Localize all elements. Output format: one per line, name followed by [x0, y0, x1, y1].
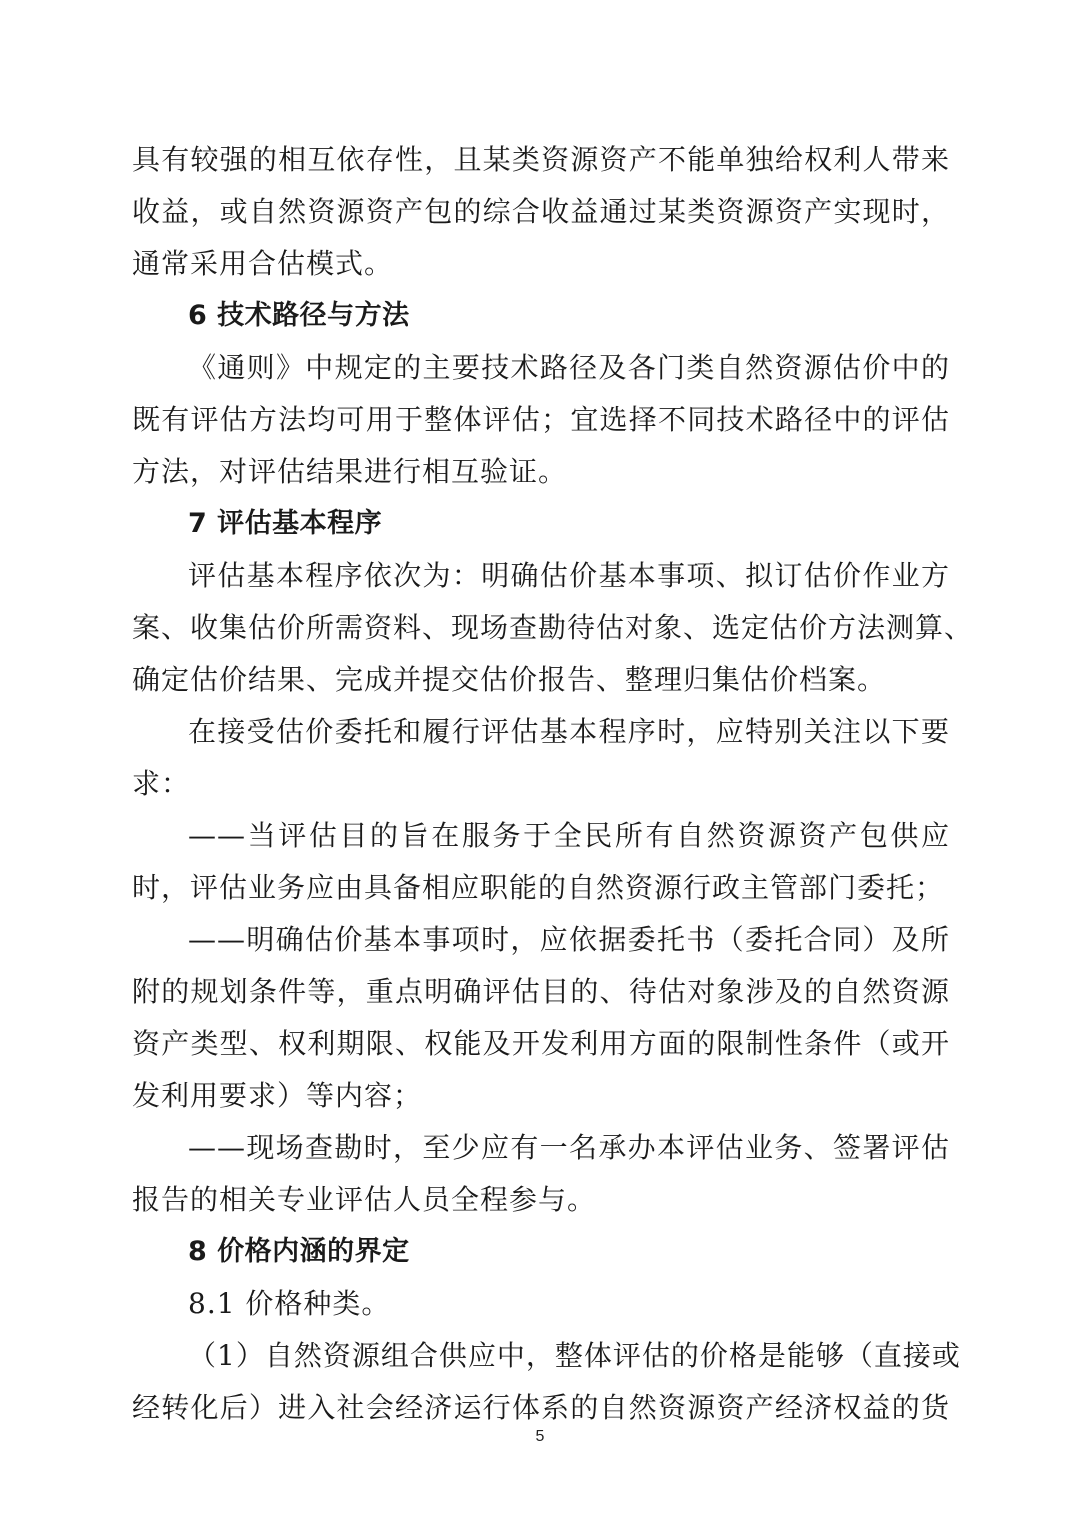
- paragraph-line: 确定估价结果、完成并提交估价报告、整理归集估价档案。: [132, 663, 887, 696]
- paragraph-line: 附的规划条件等，重点明确评估目的、待估对象涉及的自然资源: [132, 975, 950, 1008]
- paragraph-line: 时，评估业务应由具备相应职能的自然资源行政主管部门委托；: [132, 871, 945, 904]
- paragraph-line: 求：: [132, 767, 191, 800]
- paragraph-line: 报告的相关专业评估人员全程参与。: [132, 1183, 597, 1216]
- paragraph-line: 具有较强的相互依存性，且某类资源资产不能单独给权利人带来: [132, 143, 950, 176]
- paragraph-line: 案、收集估价所需资料、现场查勘待估对象、选定估价方法测算、: [132, 611, 974, 644]
- paragraph-line: 经转化后）进入社会经济运行体系的自然资源资产经济权益的货: [132, 1391, 950, 1424]
- section-heading-6: 6 技术路径与方法: [188, 300, 410, 331]
- paragraph-line: 发利用要求）等内容；: [132, 1079, 423, 1112]
- subsection-heading-8-1: 8.1 价格种类。: [188, 1287, 391, 1320]
- section-heading-8: 8 价格内涵的界定: [188, 1236, 410, 1267]
- paragraph-line: 《通则》中规定的主要技术路径及各门类自然资源估价中的: [188, 351, 950, 384]
- document-body: [132, 134, 974, 1434]
- paragraph-line: ——当评估目的旨在服务于全民所有自然资源资产包供应: [188, 819, 950, 852]
- paragraph-line: （1）自然资源组合供应中，整体评估的价格是能够（直接或: [188, 1339, 961, 1372]
- paragraph-line: 通常采用合估模式。: [132, 247, 394, 280]
- paragraph-line: 既有评估方法均可用于整体评估；宜选择不同技术路径中的评估: [132, 403, 950, 436]
- paragraph-line: 收益，或自然资源资产包的综合收益通过某类资源资产实现时，: [132, 195, 950, 228]
- paragraph-line: 方法，对评估结果进行相互验证。: [132, 455, 568, 488]
- section-heading-7: 7 评估基本程序: [188, 508, 383, 539]
- paragraph-line: ——现场查勘时，至少应有一名承办本评估业务、签署评估: [188, 1131, 950, 1164]
- paragraph-line: 在接受估价委托和履行评估基本程序时，应特别关注以下要: [188, 715, 950, 748]
- paragraph-line: 资产类型、权利期限、权能及开发利用方面的限制性条件（或开: [132, 1027, 950, 1060]
- paragraph-line: 评估基本程序依次为：明确估价基本事项、拟订估价作业方: [188, 559, 950, 592]
- paragraph-line: ——明确估价基本事项时，应依据委托书（委托合同）及所: [188, 923, 950, 956]
- page-number: 5: [535, 1428, 545, 1445]
